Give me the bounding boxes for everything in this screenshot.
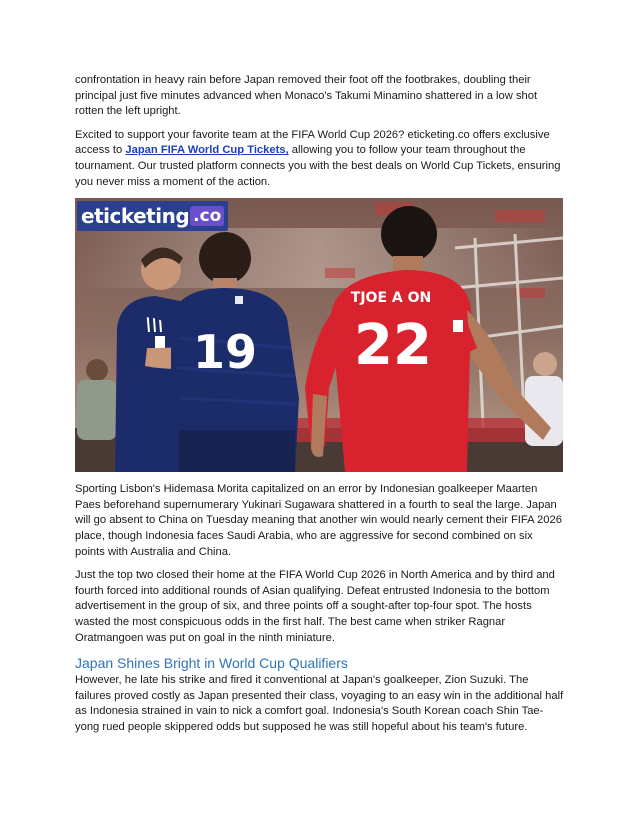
eticketing-logo: [77, 201, 228, 231]
paragraph-2-text-start: Excited to support your favorite team at the FIFA World Cup 2026? eticketing.co offers exclusive access to: [75, 128, 550, 157]
japan-jersey-number: 19: [192, 325, 258, 380]
japan-tickets-link[interactable]: Japan FIFA World Cup Tickets,: [125, 144, 289, 157]
match-photo-illustration: [75, 198, 563, 472]
indonesia-jersey-name: TJOE A ON: [350, 290, 432, 307]
logo-wordmark: eticketing: [81, 204, 190, 229]
paragraph-2: [75, 128, 565, 190]
paragraph-5: However, he late his strike and fired it conventional at Japan's goalkeeper, Zion Suzuki. The failures proved costly as Japan presented their class, voyaging to an easy win in the additional half as Indonesia strained in vain to nick a comfort goal. Indonesia's South Korean coach Shin Tae-yong rued people skippered odds but supposed he was still hopeful about his team's future.: [75, 674, 564, 733]
match-photo: [75, 198, 563, 472]
section-heading: Japan Shines Bright in World Cup Qualifiers: [75, 655, 348, 672]
logo-domain-suffix: .co: [190, 206, 224, 226]
paragraph-1: confrontation in heavy rain before Japan removed their foot off the footbrakes, doubling their principal just five minutes advanced when Monaco's Takumi Minamino shattered in a low shot rotten the left upright.: [75, 74, 538, 118]
indonesia-jersey-number: 22: [354, 313, 432, 379]
paragraph-3: Sporting Lisbon's Hidemasa Morita capitalized on an error by Indonesian goalkeeper Maarten Paes beforehand supernumerary Yukinari Sugawara shattered in a fourth to seal the large. Japan will go absent to China on Tuesday meaning that another win would nearly cement their FIFA 2026 place, though Indonesia faces Saudi Arabia, who are aggressive for second combined on six points with Australia and China.: [75, 483, 562, 558]
paragraph-4: Just the top two closed their home at the FIFA World Cup 2026 in North America and by third and fourth forced into additional rounds of Asian qualifying. Defeat entrusted Indonesia to the bottom advertisement in the group of six, and three points off a sought-after top-four spot. The hosts wasted the most conspicuous odds in the first half. The best came when striker Ragnar Oratmangoen was put on goal in the ninth miniature.: [75, 569, 555, 644]
paragraph-2-text-end: allowing you to follow your team throughout the tournament. Our trusted platform connects you with the best deals on World Cup Tickets, ensuring you never miss a moment of the action.: [75, 144, 561, 188]
article-body: [75, 73, 565, 743]
